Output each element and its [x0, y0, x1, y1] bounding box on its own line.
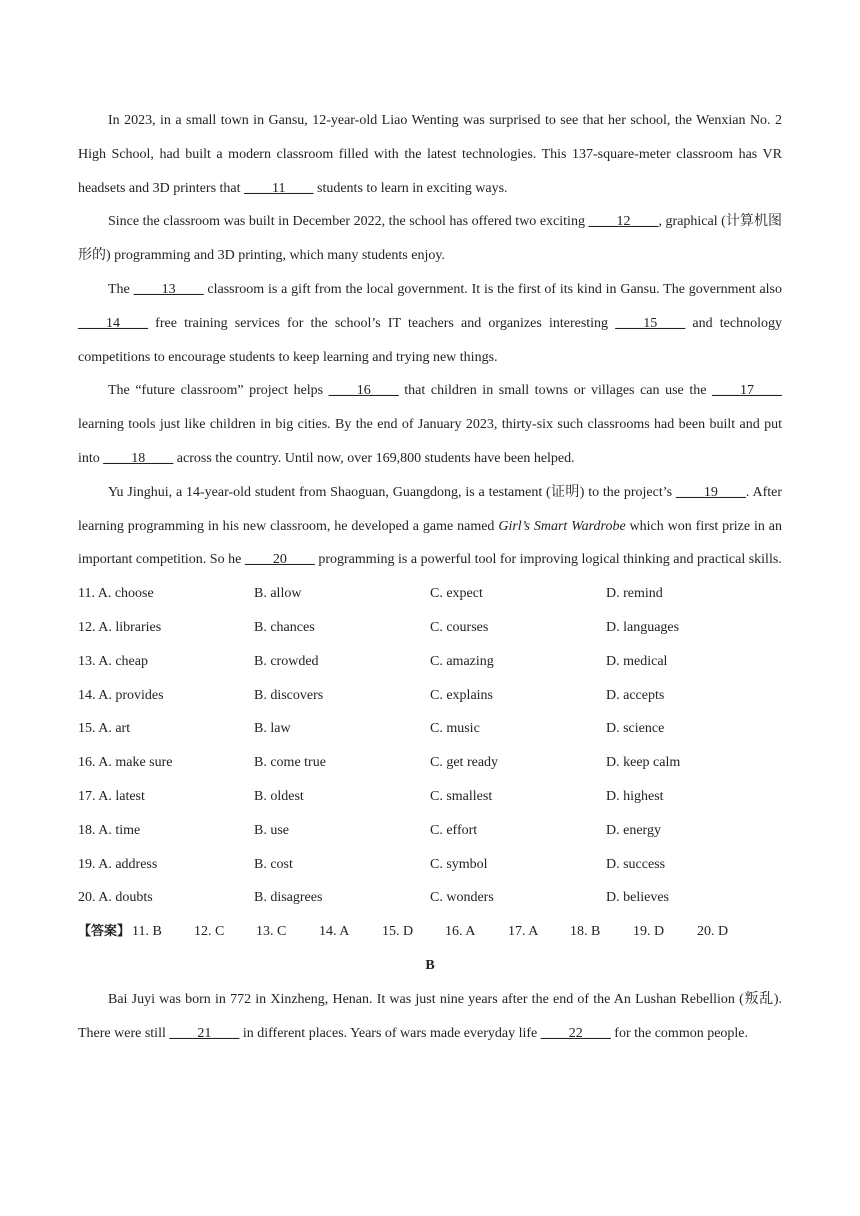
options-list — [78, 577, 782, 915]
option-row-17 — [78, 780, 782, 814]
option-row-14 — [78, 679, 782, 713]
section-heading: B — [425, 957, 435, 973]
option-a: 17. A. latest — [78, 788, 145, 804]
option-row-16 — [78, 746, 782, 780]
blank-19: ____19____ — [675, 484, 746, 500]
option-row-20 — [78, 881, 782, 915]
text-segment: , graphical (计算机图形的) programming and 3D printing, which many students enjoy. — [78, 214, 782, 264]
passage-paragraph-3 — [78, 273, 782, 374]
option-row-18 — [78, 814, 782, 848]
answer-item: 19. D — [633, 924, 665, 940]
option-d: D. remind — [606, 586, 663, 602]
option-c: C. get ready — [430, 755, 499, 771]
text-segment: In 2023, in a small town in Gansu, 12-year-old Liao Wenting was surprised to see that her school, the Wenxian No. 2 High School, had built a modern classroom filled with the latest technologies. This 137-square-meter classroom has VR headsets and 3D printers that — [78, 113, 782, 196]
option-row-11 — [78, 577, 782, 611]
answer-item: 13. C — [256, 924, 287, 940]
option-d: D. success — [606, 856, 666, 872]
text-segment: learning tools just like children in big cities. By the end of January 2023, thirty-six such classrooms had been built and put into — [78, 417, 782, 466]
blank-22: ____22____ — [540, 1025, 611, 1041]
passage-paragraph-1 — [78, 104, 782, 205]
option-c: C. explains — [430, 687, 493, 703]
blank-15: ____15____ — [615, 315, 686, 331]
passage-paragraph-4 — [78, 374, 782, 475]
option-a: 16. A. make sure — [78, 755, 173, 771]
text-segment: for the common people. — [610, 1025, 749, 1041]
option-row-19 — [78, 848, 782, 882]
option-d: D. medical — [606, 653, 668, 669]
option-d: D. keep calm — [606, 755, 681, 771]
option-b: B. come true — [254, 755, 326, 771]
text-segment: which won first prize in an important competition. So he — [78, 518, 782, 568]
option-a: 12. A. libraries — [78, 619, 162, 635]
text-segment: across the country. Until now, over 169,800 students have been helped. — [173, 450, 575, 466]
option-c: C. wonders — [430, 890, 494, 906]
option-c: C. courses — [430, 619, 489, 635]
text-segment: The — [108, 281, 134, 297]
option-b: B. cost — [254, 856, 293, 872]
text-segment: programming is a powerful tool for improving logical thinking and practical skills. — [314, 552, 782, 568]
option-c: C. effort — [430, 822, 478, 838]
section-b-paragraph — [78, 983, 782, 1051]
option-d: D. languages — [606, 619, 680, 635]
game-title: Girl’s Smart Wardrobe — [498, 518, 626, 534]
blank-18: ____18____ — [103, 450, 174, 466]
option-c: C. smallest — [430, 788, 493, 804]
answer-item: 20. D — [697, 924, 729, 940]
blank-21: ____21____ — [169, 1025, 240, 1041]
answer-item: 17. A — [508, 924, 539, 940]
text-segment: classroom is a gift from the local government. It is the first of its kind in Gansu. The government also — [203, 281, 783, 297]
option-a: 13. A. cheap — [78, 653, 148, 669]
option-d: D. accepts — [606, 687, 665, 703]
passage-paragraph-2 — [78, 205, 782, 273]
text-segment: Bai Juyi was born in 772 in Xinzheng, Henan. It was just nine years after the end of the An Lushan Rebellion (叛乱). There were still — [78, 991, 782, 1041]
text-segment: . After learning programming in his new classroom, he developed a game named — [78, 484, 783, 534]
answer-item: 18. B — [570, 924, 601, 940]
answer-item: 15. D — [382, 924, 414, 940]
option-a: 15. A. art — [78, 721, 131, 737]
text-segment: students to learn in exciting ways. — [313, 180, 508, 196]
option-b: B. chances — [254, 619, 315, 635]
blank-17: ____17____ — [712, 383, 782, 399]
blank-16: ____16____ — [328, 383, 399, 399]
blank-11: ____11____ — [244, 180, 314, 196]
blank-12: ____12____ — [588, 214, 659, 230]
option-b: B. law — [254, 721, 291, 737]
text-segment: Since the classroom was built in December 2022, the school has offered two exciting — [108, 214, 589, 230]
option-d: D. energy — [606, 822, 661, 838]
option-row-15 — [78, 712, 782, 746]
option-d: D. science — [606, 721, 665, 737]
answer-item: 14. A — [319, 924, 350, 940]
text-segment: that children in small towns or villages can use the — [398, 383, 712, 399]
option-c: C. symbol — [430, 856, 488, 872]
blank-20: ____20____ — [244, 552, 315, 568]
option-a: 20. A. doubts — [78, 890, 153, 906]
option-a: 11. A. choose — [78, 586, 154, 602]
answer-key — [78, 915, 782, 949]
option-b: B. oldest — [254, 788, 304, 804]
blank-14: ____14____ — [78, 315, 148, 331]
document-page — [78, 104, 782, 1050]
passage-paragraph-5 — [78, 476, 782, 577]
option-a: 18. A. time — [78, 822, 141, 838]
option-row-13 — [78, 645, 782, 679]
option-b: B. use — [254, 822, 289, 838]
text-segment: free training services for the school’s IT teachers and organizes interesting — [148, 315, 616, 331]
answer-item: 11. B — [132, 924, 162, 940]
answer-item: 16. A — [445, 924, 476, 940]
option-a: 19. A. address — [78, 856, 158, 872]
option-b: B. disagrees — [254, 890, 323, 906]
blank-13: ____13____ — [133, 281, 204, 297]
option-a: 14. A. provides — [78, 687, 164, 703]
text-segment: Yu Jinghui, a 14-year-old student from Shaoguan, Guangdong, is a testament (证明) to the project’s — [108, 484, 676, 500]
option-b: B. crowded — [254, 653, 319, 669]
text-segment: and technology competitions to encourage students to keep learning and trying new things. — [78, 315, 782, 365]
text-segment: The “future classroom” project helps — [108, 383, 329, 399]
option-c: C. music — [430, 721, 480, 737]
option-b: B. allow — [254, 586, 302, 602]
option-c: C. expect — [430, 586, 483, 602]
option-c: C. amazing — [430, 653, 494, 669]
option-b: B. discovers — [254, 687, 324, 703]
option-d: D. highest — [606, 788, 664, 804]
text-segment: in different places. Years of wars made everyday life — [239, 1025, 541, 1041]
answer-item: 12. C — [194, 924, 225, 940]
answer-label: 【答案】 — [78, 924, 131, 940]
option-row-12 — [78, 611, 782, 645]
option-d: D. believes — [606, 890, 669, 906]
